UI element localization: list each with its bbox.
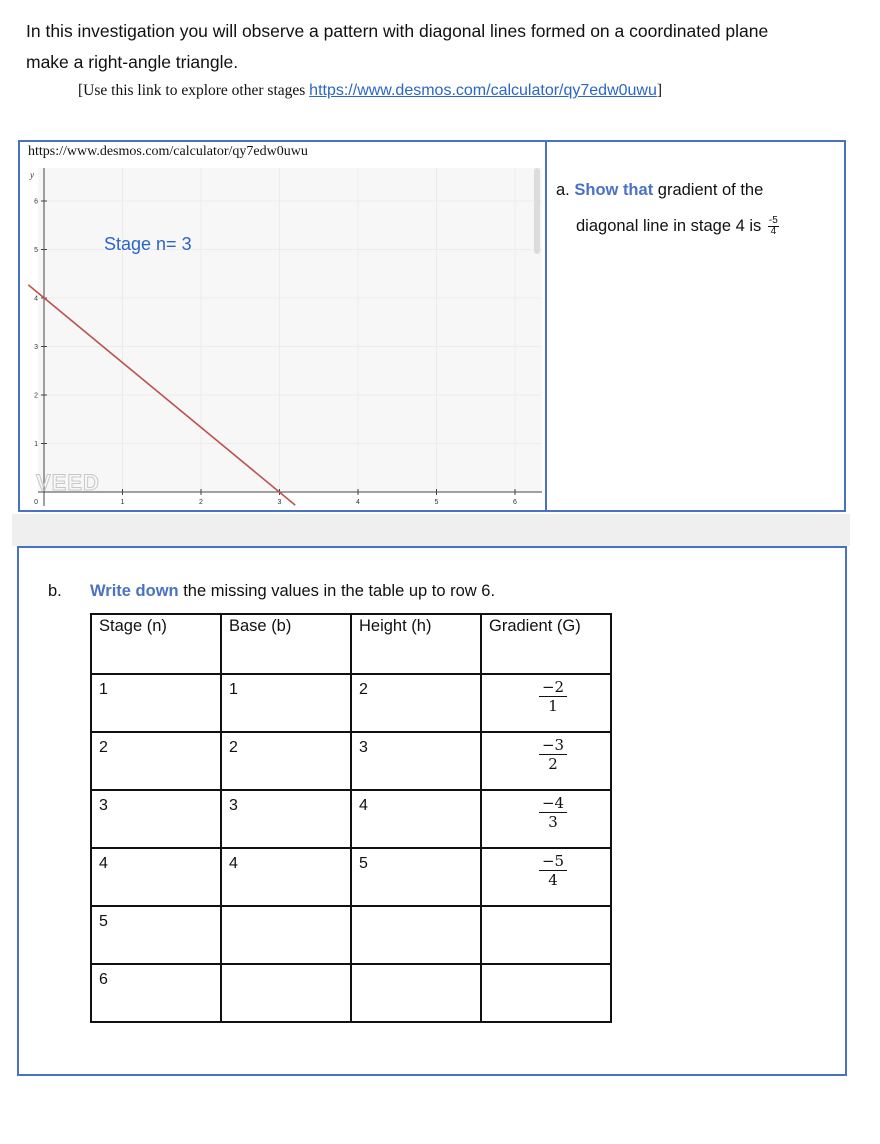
part-a-text-1: gradient of the — [657, 181, 764, 199]
cell-stage[interactable]: 2 — [91, 732, 221, 790]
table-row — [91, 964, 611, 1022]
x-tick-label: 4 — [356, 499, 360, 506]
values-table — [90, 613, 612, 1023]
part-a-label: a. — [556, 181, 570, 199]
cell-base[interactable] — [221, 964, 351, 1022]
table-row — [91, 732, 611, 790]
cell-gradient[interactable]: $\frac{-4}{3}$ — [481, 790, 611, 848]
link-prefix: [Use this link to explore other stages — [78, 82, 310, 99]
cell-height[interactable] — [351, 906, 481, 964]
part-a-frac-num: -5 — [768, 215, 778, 227]
graph-scrollbar[interactable] — [534, 168, 540, 254]
y-tick-label: 3 — [34, 344, 38, 351]
part-b-bold: Write down — [90, 582, 179, 600]
y-axis-label: y — [30, 170, 34, 180]
cell-gradient[interactable] — [481, 906, 611, 964]
header-gradient: Gradient (G) — [481, 614, 611, 674]
cell-stage[interactable]: 1 — [91, 674, 221, 732]
desmos-link[interactable]: https://www.desmos.com/calculator/qy7edw0uwu — [309, 82, 657, 99]
x-tick-label: 5 — [434, 499, 439, 506]
cell-stage[interactable]: 6 — [91, 964, 221, 1022]
cell-stage[interactable]: 4 — [91, 848, 221, 906]
link-suffix: ] — [656, 82, 663, 99]
header-height: Height (h) — [351, 614, 481, 674]
y-tick-label: 5 — [34, 247, 38, 254]
desmos-graph[interactable] — [22, 164, 542, 510]
veed-watermark: VEED — [36, 470, 100, 495]
part-b-text: the missing values in the table up to row 6. — [183, 582, 496, 600]
panel-divider — [545, 140, 547, 512]
table-row — [91, 906, 611, 964]
x-tick-label: 3 — [277, 499, 282, 506]
table-header-row — [91, 614, 611, 674]
cell-base[interactable]: 3 — [221, 790, 351, 848]
y-tick-label: 1 — [34, 441, 38, 448]
cell-gradient[interactable]: $\frac{-3}{2}$ — [481, 732, 611, 790]
table-row — [91, 848, 611, 906]
section-separator — [12, 514, 850, 546]
intro-line-2: make a right-angle triangle. — [26, 52, 239, 72]
link-note — [78, 82, 662, 100]
header-base: Base (b) — [221, 614, 351, 674]
origin-label: 0 — [34, 499, 38, 506]
table-row — [91, 790, 611, 848]
cell-height[interactable]: 5 — [351, 848, 481, 906]
part-a-question — [556, 172, 836, 244]
cell-gradient[interactable]: $\frac{-2}{1}$ — [481, 674, 611, 732]
part-a-bold: Show that — [574, 181, 654, 199]
y-tick-label: 4 — [34, 295, 38, 303]
part-a-fraction — [768, 216, 779, 237]
cell-base[interactable]: 2 — [221, 732, 351, 790]
x-tick-label: 6 — [513, 499, 517, 506]
cell-height[interactable] — [351, 964, 481, 1022]
part-b-question — [90, 582, 495, 601]
cell-gradient[interactable] — [481, 964, 611, 1022]
intro-line-1: In this investigation you will observe a pattern with diagonal lines formed on a coordinated plane — [26, 21, 769, 41]
stage-label: Stage n= 3 — [104, 234, 192, 254]
cell-stage[interactable]: 5 — [91, 906, 221, 964]
graph-svg — [22, 164, 542, 510]
cell-height[interactable]: 2 — [351, 674, 481, 732]
cell-base[interactable] — [221, 906, 351, 964]
cell-height[interactable]: 3 — [351, 732, 481, 790]
part-a-text-2: diagonal line in stage 4 is — [576, 217, 762, 235]
cell-stage[interactable]: 3 — [91, 790, 221, 848]
graph-url-label: https://www.desmos.com/calculator/qy7edw0uwu — [28, 144, 308, 159]
part-a-frac-den: 4 — [770, 226, 777, 238]
cell-base[interactable]: 1 — [221, 674, 351, 732]
y-tick-label: 2 — [34, 392, 38, 400]
part-b-label: b. — [48, 582, 62, 600]
cell-height[interactable]: 4 — [351, 790, 481, 848]
x-tick-label: 1 — [120, 499, 125, 506]
x-tick-label: 2 — [199, 499, 203, 506]
intro-paragraph — [26, 16, 856, 78]
header-stage: Stage (n) — [91, 614, 221, 674]
cell-gradient[interactable]: $\frac{-5}{4}$ — [481, 848, 611, 906]
table-row — [91, 674, 611, 732]
y-tick-label: 6 — [34, 198, 38, 206]
cell-base[interactable]: 4 — [221, 848, 351, 906]
